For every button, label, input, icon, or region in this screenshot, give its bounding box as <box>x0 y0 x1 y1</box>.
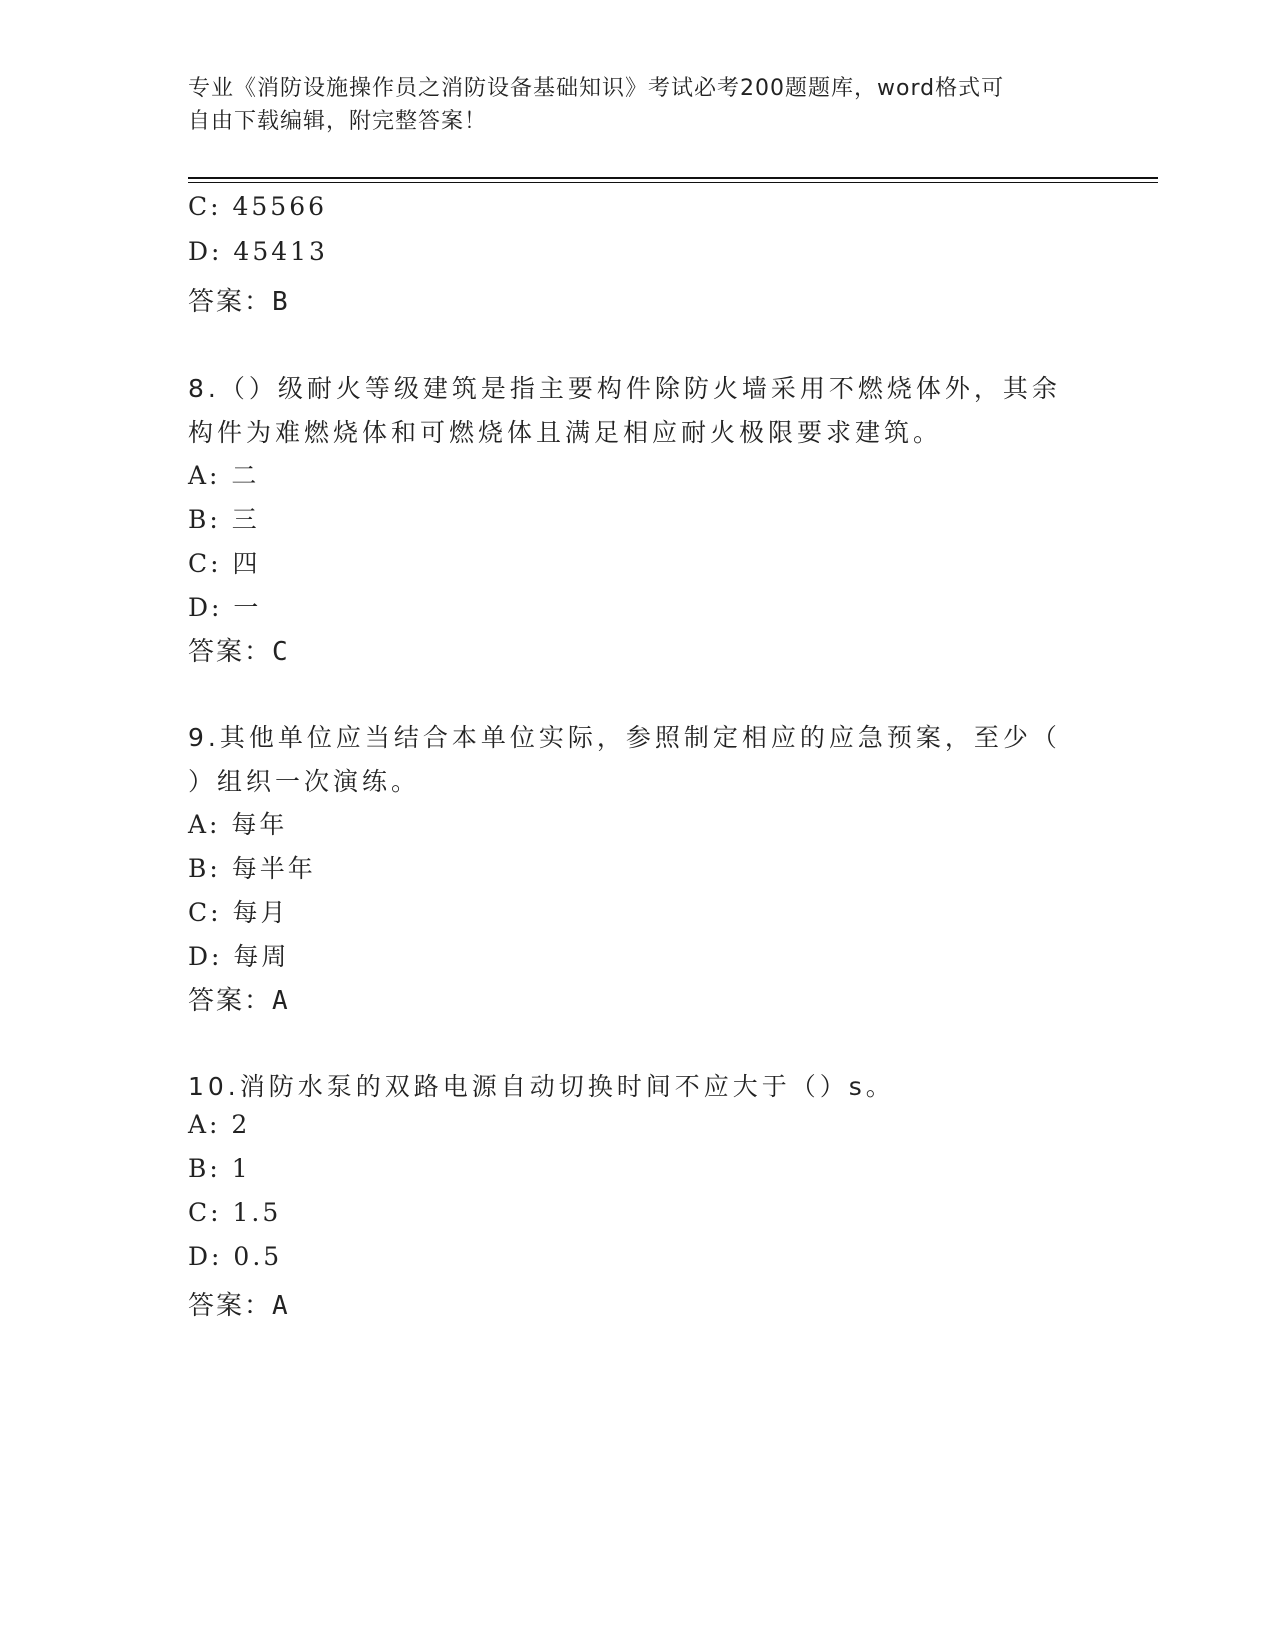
q8-answer <box>188 631 290 668</box>
q9-stem-line2: ）组织一次演练。 <box>188 767 421 796</box>
q10-answer <box>188 1285 290 1322</box>
prev-option-d: D: 45413 <box>188 237 328 266</box>
q10-option-b: B: 1 <box>188 1154 251 1183</box>
q9-option-d: D: 每周 <box>188 942 290 971</box>
q9-stem-line1: 9.其他单位应当结合本单位实际，参照制定相应的应急预案，至少（ <box>188 723 1061 752</box>
q9-option-a: A: 每年 <box>188 810 288 839</box>
q10-option-a: A: 2 <box>188 1110 251 1139</box>
header-title-line1: 专业《消防设施操作员之消防设备基础知识》考试必考200题题库，word格式可 <box>188 76 1005 101</box>
answer-label: 答案： <box>188 637 273 667</box>
header-title-line2: 自由下载编辑，附完整答案！ <box>188 109 488 134</box>
header-divider-thin <box>188 182 1158 183</box>
q10-stem-line1: 10.消防水泵的双路电源自动切换时间不应大于（）s。 <box>188 1072 895 1101</box>
prev-answer <box>188 281 290 318</box>
answer-label: 答案： <box>188 1291 273 1321</box>
q8-option-a: A: 二 <box>188 461 260 490</box>
q10-option-c: C: 1.5 <box>188 1198 282 1227</box>
q10-option-d: D: 0.5 <box>188 1242 283 1271</box>
document-header <box>188 72 1068 138</box>
answer-value: A <box>272 986 290 1016</box>
q9-answer <box>188 980 290 1017</box>
prev-option-c: C: 45566 <box>188 192 328 221</box>
answer-label: 答案： <box>188 986 273 1016</box>
q9-option-b: B: 每半年 <box>188 854 316 883</box>
q8-option-b: B: 三 <box>188 505 260 534</box>
q8-stem-line1: 8.（）级耐火等级建筑是指主要构件除防火墙采用不燃烧体外，其余 <box>188 374 1061 403</box>
answer-label: 答案： <box>188 287 273 317</box>
q8-option-d: D: 一 <box>188 593 262 622</box>
q8-stem-line2: 构件为难燃烧体和可燃烧体且满足相应耐火极限要求建筑。 <box>188 418 943 447</box>
answer-value: B <box>272 287 290 317</box>
answer-value: C <box>272 637 290 667</box>
answer-value: A <box>272 1291 290 1321</box>
q8-option-c: C: 四 <box>188 549 261 578</box>
header-divider-thick <box>188 177 1158 179</box>
q9-option-c: C: 每月 <box>188 898 289 927</box>
